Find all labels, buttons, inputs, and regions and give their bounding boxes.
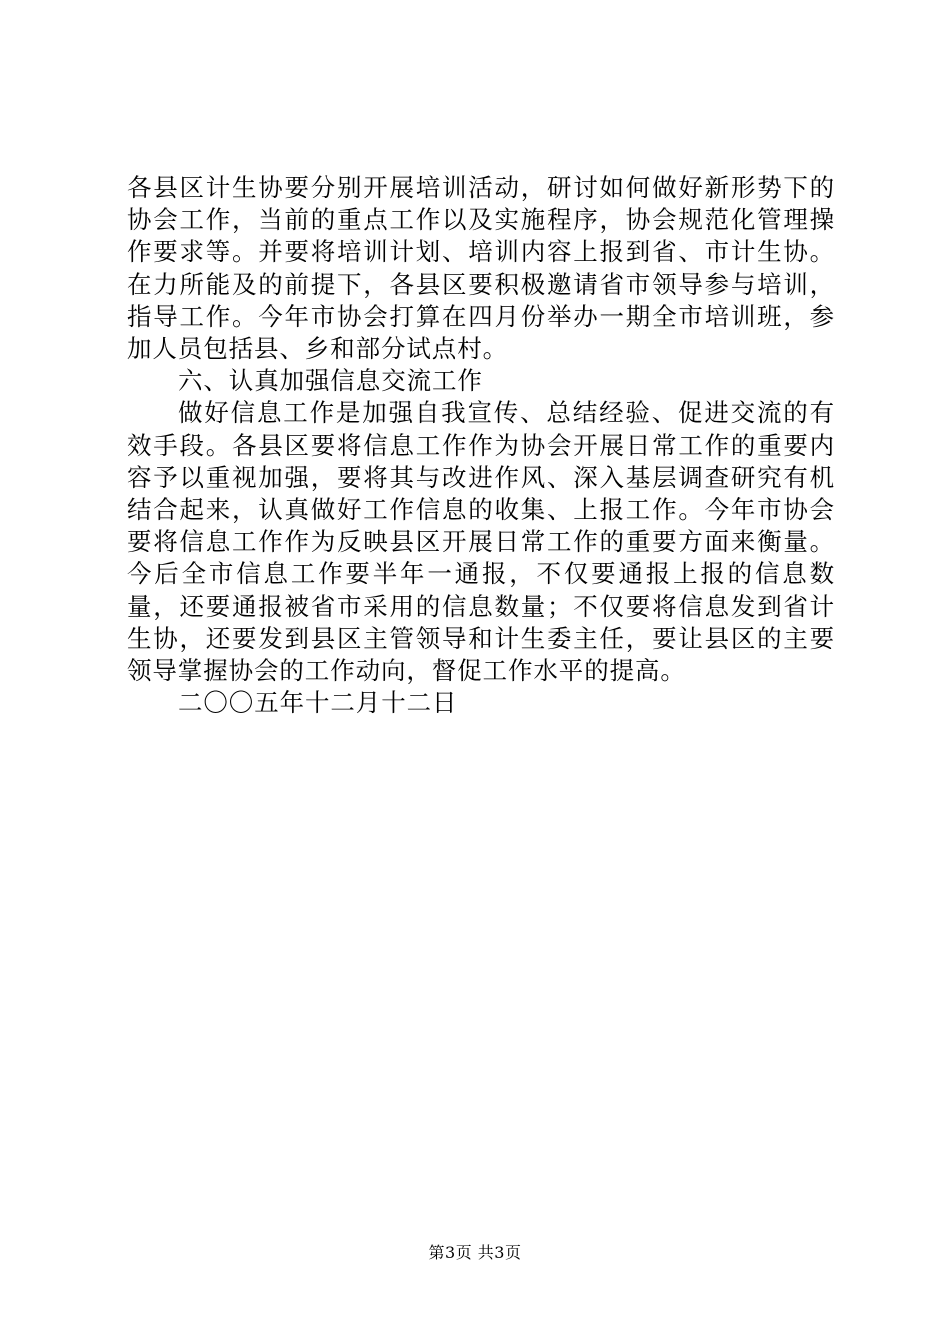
section-six-heading: 六、认真加强信息交流工作 [178,366,483,396]
document-body [127,172,835,719]
page-number-footer: 第3页 共3页 [428,1243,522,1262]
paragraph-information-work: 做好信息工作是加强自我宣传、总结经验、促进交流的有效手段。各县区要将信息工作作为协会开展日常工作的重要内容予以重视加强，要将其与改进作风、深入基层调查研究有机结合起来，认真做好工作信息的收集、上报工作。今年市协会要将信息工作作为反映县区开展日常工作的重要方面来衡量。今后全市信息工作要半年一通报，不仅要通报上报的信息数量，还要通报被省市采用的信息数量；不仅要将信息发到省计生协，还要发到县区主管领导和计生委主任，要让县区的主要领导掌握协会的工作动向，督促工作水平的提高。 [127,398,835,686]
paragraph-training-continuation: 各县区计生协要分别开展培训活动，研讨如何做好新形势下的协会工作，当前的重点工作以及实施程序，协会规范化管理操作要求等。并要将培训计划、培训内容上报到省、市计生协。在力所能及的前提下，各县区要积极邀请省市领导参与培训，指导工作。今年市协会打算在四月份举办一期全市培训班，参加人员包括县、乡和部分试点村。 [127,173,835,364]
date-line: 二〇〇五年十二月十二日 [178,688,458,718]
